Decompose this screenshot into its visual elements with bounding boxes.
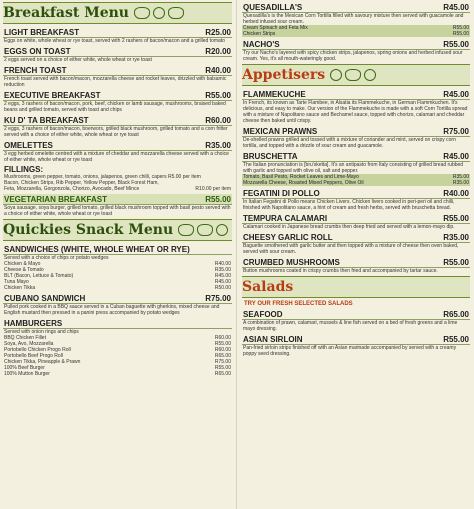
quesadillas	[242, 2, 470, 37]
fish-icon	[345, 69, 361, 81]
breakfast-item	[3, 46, 232, 63]
tempura-calamari	[242, 213, 470, 230]
item-price: R65.00	[443, 309, 469, 319]
item-name: FRENCH TOAST	[4, 65, 67, 75]
hamburgers	[3, 318, 232, 377]
row-label: Soya, Avo, Mozzarella	[4, 341, 54, 347]
item-desc: 2 eggs, 3 rashers of bacon/macon, pork, beef, chicken or lamb sausage, mushrooms, braised baked beans and grilled tomato, served with toast and chips	[4, 101, 226, 113]
breakfast-banner	[3, 2, 232, 24]
egg-icon	[364, 69, 376, 81]
bread-icon	[216, 224, 228, 236]
row-price: R35.00	[452, 180, 469, 186]
item-price: R35.00	[205, 140, 231, 150]
item-price: R40.00	[443, 188, 469, 198]
item-header	[242, 151, 470, 162]
salads-title: Salads	[242, 279, 294, 295]
item-desc: Try our Nacho's layered with spicy chicken strips, jalapenos, spring onions and herbed infused sour cream. Yes, it's all mouth-wateringly good.	[243, 50, 463, 62]
breakfast-item	[3, 115, 232, 138]
row-price: R40.00	[214, 261, 231, 267]
item-header	[3, 318, 232, 329]
item-desc: French toast served with bacon/macon, mozzarella cheese and rocket leaves, drizzled with balsamic reduction	[4, 76, 227, 88]
row-price: R65.00	[214, 353, 231, 359]
item-desc: Eggs on white, whole wheat or rye toast, served with 2 rashers of bacon/macon and a grilled tomato	[4, 38, 225, 44]
crumbed-mushrooms	[242, 257, 470, 274]
row-label: Portobello Chicken Progo Roll	[4, 347, 71, 353]
item-name: CUBANO SANDWICH	[4, 293, 86, 303]
item-price: R55.00	[443, 334, 469, 344]
row-price: R55.00	[452, 25, 469, 31]
item-name: CHEESY GARLIC ROLL	[243, 232, 333, 242]
item-name: KU D' TA BREAKFAST	[4, 115, 89, 125]
plate-icon	[153, 7, 165, 19]
mexican-prawns	[242, 126, 470, 149]
salads-link: TRY OUR FRESH SELECTED SALADS	[244, 301, 353, 307]
row-label: Portobello Beef Progo Roll	[4, 353, 63, 359]
row-label: Tomato, Basil Pesto, Rocket Leaves and Lime-Mayo	[243, 174, 359, 180]
item-name: LIGHT BREAKFAST	[4, 27, 80, 37]
breakfast-item	[3, 27, 232, 44]
item-name: SANDWICHES (WHITE, WHOLE WHEAT OR RYE)	[4, 244, 190, 254]
item-price: R55.00	[205, 90, 231, 100]
row-label: Chicken & Mayo	[4, 261, 41, 267]
item-name: BRUSCHETTA	[243, 151, 298, 161]
item-header	[3, 194, 232, 205]
breakfast-title: Breakfast Menu	[3, 5, 129, 21]
item-header	[242, 89, 470, 100]
row-label: Tuna Mayo	[4, 279, 29, 285]
breakfast-icons	[134, 7, 184, 19]
row-price: R75.00	[214, 359, 231, 365]
item-desc: 3 egg herbed omelette centred with a mixture of cheddar and mozzarella cheese served with a choice of either white, whole wheat or rye toast	[4, 151, 229, 163]
row-label: BLT (Bacon, Lettuce & Tomato)	[4, 273, 74, 279]
menu-row	[3, 371, 232, 377]
item-desc: In Italian Fegatini di Pollo means Chicken Livers. Chicken livers cooked in peri-peri oil and chilli, finished with Napolitano sauce, a hint of cream and fresh herbs, served with bruschetta bread.	[243, 199, 455, 211]
item-desc: Baguette smothered with garlic butter and then topped with a mixture of cheese then oven baked, served with sour cream.	[243, 243, 459, 255]
row-label: 100% Beef Burger	[4, 365, 45, 371]
breakfast-item	[3, 65, 232, 88]
item-name: SEAFOOD	[243, 309, 283, 319]
appetisers-banner	[242, 64, 470, 86]
item-desc: Button mushrooms coated in crispy crumbs then fried and accompanied by tartar sauce.	[243, 268, 438, 274]
nachos	[242, 39, 470, 62]
quickies-title: Quickies Snack Menu	[3, 222, 174, 238]
item-header	[3, 27, 232, 38]
row-price: R35.00	[214, 267, 231, 273]
row-price: R45.00	[214, 273, 231, 279]
row-price: R60.00	[214, 335, 231, 341]
item-header	[242, 257, 470, 268]
row-price: R55.00	[214, 365, 231, 371]
item-header	[242, 334, 470, 345]
row-price: R35.00	[452, 174, 469, 180]
item-name: NACHO'S	[243, 39, 280, 49]
row-price: R45.00	[214, 279, 231, 285]
quickies-banner	[3, 219, 232, 241]
item-desc: Served with onion rings and chips	[4, 329, 79, 335]
cheese-icon	[330, 69, 342, 81]
item-name: QUESADILLA'S	[243, 2, 303, 12]
item-header	[242, 309, 470, 320]
item-price: R55.00	[443, 257, 469, 267]
item-header	[242, 213, 470, 224]
item-header	[242, 232, 470, 243]
vegetarian-breakfast	[3, 194, 232, 217]
right-column	[237, 0, 474, 509]
item-price: R60.00	[205, 115, 231, 125]
item-header	[242, 39, 470, 50]
bowl-icon	[134, 7, 150, 19]
item-header	[3, 65, 232, 76]
cheesy-garlic-roll	[242, 232, 470, 255]
item-name: EXECUTIVE BREAKFAST	[4, 90, 101, 100]
item-price: R45.00	[443, 89, 469, 99]
menu-row	[3, 285, 232, 291]
fillings-desc: Mushrooms, green pepper, tomato, onions, jalapenos, green chilli, capers R5.00 per item	[4, 174, 201, 180]
item-desc: Calamari cooked in Japanese bread crumbs then deep fried and served with a lemon-mayo dip.	[243, 224, 455, 230]
sandwich-icon	[197, 224, 213, 236]
item-header	[3, 140, 232, 151]
appetisers-icons	[330, 69, 376, 81]
item-header	[242, 188, 470, 199]
item-price: R55.00	[443, 39, 469, 49]
item-price: R55.00	[443, 213, 469, 223]
row-label: Chicken Strips	[243, 31, 276, 37]
quickies-icons	[178, 224, 228, 236]
row-label: BBQ Chicken Fillet	[4, 335, 46, 341]
item-desc: De-shelled prawns grilled and tossed with a mixture of coriander and mint, served on crispy corn tortilla, and topped with a drizzle of sour cream and guacamole.	[243, 137, 456, 149]
appetisers-title: Appetisers	[242, 67, 326, 83]
fillings	[3, 165, 232, 192]
breakfast-item	[3, 140, 232, 163]
row-label: Chicken Tikka, Pineapple & Prawn	[4, 359, 81, 365]
cup-icon	[168, 7, 184, 19]
item-desc: A combination of prawn, calamari, mussels & line fish served on a bed of fresh greens and a lime mayo dressing.	[243, 320, 458, 332]
item-header	[3, 115, 232, 126]
flammekuche	[242, 89, 470, 124]
fegatini-di-pollo	[242, 188, 470, 211]
item-desc: Pan-fried sirloin strips finished off with an Asian marinade accompanied by served with a creamy poppy seed dressing.	[243, 345, 457, 357]
fillings-title: FILLINGS:	[4, 165, 44, 174]
row-price: R55.00	[214, 341, 231, 347]
item-name: HAMBURGERS	[4, 318, 63, 328]
item-price: R55.00	[205, 194, 231, 204]
seafood-salad	[242, 309, 470, 332]
row-label: Chicken Tikka	[4, 285, 36, 291]
item-price: R35.00	[443, 232, 469, 242]
row-label: Cheese & Tomato	[4, 267, 44, 273]
row-price: R55.00	[452, 31, 469, 37]
item-header	[242, 2, 470, 13]
item-header	[3, 90, 232, 101]
item-header	[3, 244, 232, 255]
item-header	[3, 46, 232, 57]
row-label: Mozzarella Cheese, Roasted Mixed Peppers, Olive Oil	[243, 180, 364, 186]
item-price: R45.00	[443, 2, 469, 12]
item-price: R40.00	[205, 65, 231, 75]
asian-sirloin	[242, 334, 470, 357]
item-price: R25.00	[205, 27, 231, 37]
item-name: TEMPURA CALAMARI	[243, 213, 328, 223]
breakfast-item	[3, 90, 232, 113]
fillings-row	[3, 186, 232, 192]
item-name: CRUMBED MUSHROOMS	[243, 257, 340, 267]
item-name: FLAMMEKUCHE	[243, 89, 306, 99]
item-desc: 2 eggs served on a choice of either white, whole wheat or rye toast	[4, 57, 152, 63]
menu-row	[242, 180, 470, 186]
item-name: VEGETARIAN BREAKFAST	[4, 194, 107, 204]
burger-icon	[178, 224, 194, 236]
item-desc: Quesadilla's is the Mexican Corn Tortilla filled with savoury mixture then served with guacamole and herbed infused sour cream.	[243, 13, 464, 25]
item-desc: Pulled pork cooked in a BBQ sauce served in a Cuban baguette with gherkins, mixed cheese and English mustard then pressed in a panini press accompanied by potato wedges	[4, 304, 220, 316]
sandwiches	[3, 244, 232, 291]
item-name: FEGATINI DI POLLO	[243, 188, 320, 198]
item-desc: In French, its known as Tarte Flambee, in Alsatia its Flammekuche, in German Flammkuchen. It's delicious, and easy to make. Our version of the Flammekuche is made with a soft Corn Tortilla spread with a mixture of Napolitano sauce and Bechamel sauce, topped with chorizo, calamari and cheddar cheese then baked until crispy.	[243, 100, 468, 124]
row-price: R60.00	[214, 347, 231, 353]
item-desc: Soya sausage, soya burger, grilled tomato, grilled black mushroom topped with basil pesto served with a choice of either white, whole wheat or rye toast	[4, 205, 231, 217]
item-desc: The Italian pronunciation is [bru'sketta]. It's an antipasto from Italy consisting of grilled bread rubbed with garlic and topped with olive oil, salt and pepper.	[243, 162, 464, 174]
row-price: R65.00	[214, 371, 231, 377]
item-price: R45.00	[443, 151, 469, 161]
item-price: R75.00	[205, 293, 231, 303]
salads-banner	[242, 276, 470, 298]
fillings-row-label: Feta, Mozzarella, Gorgonzola, Chorizo, Avocado, Beef Mince	[4, 186, 140, 192]
cubano-sandwich	[3, 293, 232, 316]
item-name: ASIAN SIRLOIN	[243, 334, 303, 344]
item-desc: 2 eggs, 3 rashers of bacon/macon, boerwors, grilled black mushroom, grilled tomato and a corn fritter served with a choice of either white, whole wheat or rye toast	[4, 126, 228, 138]
row-label: Cream Spinach and Feta Mix	[243, 25, 308, 31]
item-header	[242, 126, 470, 137]
row-label: 100% Mutton Burger	[4, 371, 50, 377]
item-name: EGGS ON TOAST	[4, 46, 71, 56]
item-price: R75.00	[443, 126, 469, 136]
fillings-row-label: Bacon, Chicken Strips, Rib Pepper, Yellow Pepper, Black Forest Ham,	[4, 180, 159, 186]
item-name: OMELETTES	[4, 140, 53, 150]
fillings-row-price: R10.00 per item	[195, 186, 231, 192]
bruschetta	[242, 151, 470, 186]
item-name: MEXICAN PRAWNS	[243, 126, 318, 136]
item-price: R20.00	[205, 46, 231, 56]
row-price: R50.00	[214, 285, 231, 291]
quesadilla-row	[242, 31, 470, 37]
item-desc: Served with a choice of chips or potato wedges	[4, 255, 109, 261]
item-header	[3, 293, 232, 304]
